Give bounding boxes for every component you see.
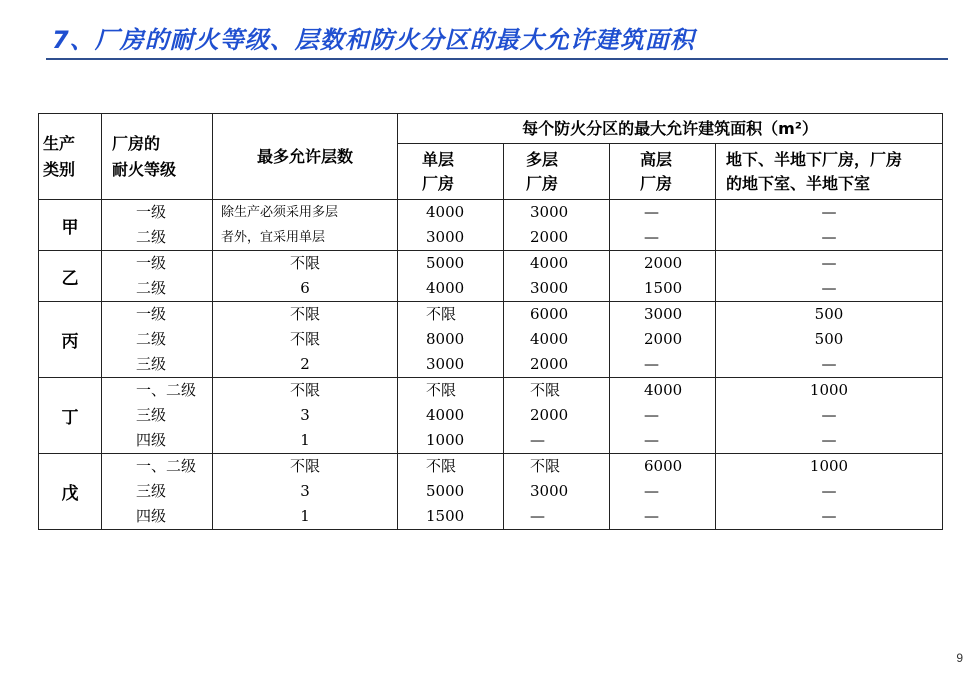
header-single-storey xyxy=(398,144,504,200)
underground-area-value: — xyxy=(821,482,837,500)
max-floors-value: 者外，宜采用单层 xyxy=(221,230,326,245)
high-rise-area-cell xyxy=(610,200,716,251)
underground-area-cell xyxy=(716,251,943,302)
max-floors-value: 3 xyxy=(300,482,310,500)
fire-compartment-table xyxy=(38,113,943,530)
table-body xyxy=(39,200,943,530)
header-under-line1: 地下、半地下厂房，厂房 xyxy=(726,149,903,169)
table-row xyxy=(39,200,943,251)
header-grade-line2: 耐火等级 xyxy=(112,159,177,179)
page-number: 9 xyxy=(956,651,963,665)
grade-value: 三级 xyxy=(136,482,167,500)
grade-value: 三级 xyxy=(136,355,167,373)
slide-title: 7、厂房的耐火等级、层数和防火分区的最大允许建筑面积 xyxy=(52,26,695,54)
category-cell: 丙 xyxy=(39,302,102,378)
high-rise-area-value: 2000 xyxy=(644,330,683,348)
max-floors-value: 不限 xyxy=(289,330,320,348)
grade-value: 二级 xyxy=(136,279,167,297)
high-rise-area-value: — xyxy=(644,355,659,373)
table-row xyxy=(39,378,943,454)
single-storey-area-value: 3000 xyxy=(426,355,465,373)
multi-storey-area-cell xyxy=(504,200,610,251)
single-storey-area-cell xyxy=(398,454,504,530)
max-floors-value: 1 xyxy=(300,507,310,525)
multi-storey-area-value: 4000 xyxy=(530,330,569,348)
max-floors-cell xyxy=(213,454,398,530)
category-cell: 乙 xyxy=(39,251,102,302)
underground-area-value: — xyxy=(821,406,837,424)
grade-value: 四级 xyxy=(136,507,167,525)
header-multi-line1: 多层 xyxy=(526,149,559,169)
single-storey-area-value: 不限 xyxy=(426,305,457,323)
max-floors-value: 1 xyxy=(300,431,310,449)
underground-area-value: 1000 xyxy=(809,457,849,475)
multi-storey-area-value: 3000 xyxy=(530,279,569,297)
high-rise-area-cell xyxy=(610,454,716,530)
multi-storey-area-cell xyxy=(504,302,610,378)
single-storey-area-value: 不限 xyxy=(426,457,457,475)
single-storey-area-value: 4000 xyxy=(426,203,465,221)
multi-storey-area-value: 不限 xyxy=(530,457,561,475)
max-floors-cell xyxy=(213,302,398,378)
single-storey-area-value: 4000 xyxy=(426,406,465,424)
multi-storey-area-value: 2000 xyxy=(530,228,569,246)
high-rise-area-value: — xyxy=(644,431,659,449)
grade-value: 四级 xyxy=(136,431,167,449)
header-multi-line2: 厂房 xyxy=(526,173,559,193)
grade-value: 三级 xyxy=(136,406,167,424)
max-floors-cell xyxy=(213,200,398,251)
high-rise-area-value: 3000 xyxy=(644,305,683,323)
underground-area-cell xyxy=(716,302,943,378)
multi-storey-area-value: 3000 xyxy=(530,203,569,221)
header-single-line1: 单层 xyxy=(422,149,455,169)
table-header xyxy=(39,114,943,200)
max-floors-cell xyxy=(213,378,398,454)
single-storey-area-value: 1500 xyxy=(426,507,465,525)
underground-area-value: — xyxy=(821,507,837,525)
multi-storey-area-cell xyxy=(504,378,610,454)
category-cell: 戊 xyxy=(39,454,102,530)
single-storey-area-cell xyxy=(398,251,504,302)
header-high-rise xyxy=(610,144,716,200)
multi-storey-area-value: — xyxy=(530,507,545,525)
grade-value: 一级 xyxy=(136,305,167,323)
high-rise-area-value: — xyxy=(644,203,659,221)
underground-area-cell xyxy=(716,454,943,530)
grade-value: 一、二级 xyxy=(136,457,197,475)
high-rise-area-value: — xyxy=(644,406,659,424)
header-single-line2: 厂房 xyxy=(422,173,455,193)
single-storey-area-value: 5000 xyxy=(426,482,465,500)
single-storey-area-value: 4000 xyxy=(426,279,465,297)
header-category-line2: 类别 xyxy=(43,159,76,179)
grade-value: 一级 xyxy=(136,254,167,272)
grade-value: 一、二级 xyxy=(136,381,197,399)
high-rise-area-value: — xyxy=(644,228,659,246)
header-underground xyxy=(716,144,943,200)
single-storey-area-value: 5000 xyxy=(426,254,465,272)
header-max-floors: 最多允许层数 xyxy=(213,114,398,200)
multi-storey-area-value: 3000 xyxy=(530,482,569,500)
grade-value: 二级 xyxy=(136,330,167,348)
header-fire-grade xyxy=(102,114,213,200)
high-rise-area-value: — xyxy=(644,507,659,525)
max-floors-value: 2 xyxy=(300,355,310,373)
grade-value: 一级 xyxy=(136,203,167,221)
high-rise-area-value: 2000 xyxy=(644,254,683,272)
high-rise-area-cell xyxy=(610,378,716,454)
max-floors-cell xyxy=(213,251,398,302)
multi-storey-area-value: 2000 xyxy=(530,406,569,424)
header-high-line2: 厂房 xyxy=(640,173,673,193)
grade-cell xyxy=(102,302,213,378)
max-floors-value: 不限 xyxy=(289,305,320,323)
grade-cell xyxy=(102,200,213,251)
single-storey-area-value: 8000 xyxy=(426,330,465,348)
underground-area-value: — xyxy=(821,431,837,449)
max-floors-value: 不限 xyxy=(289,254,320,272)
underground-area-value: — xyxy=(821,254,837,272)
grade-cell xyxy=(102,378,213,454)
max-floors-value: 除生产必须采用多层 xyxy=(221,205,339,220)
underground-area-value: 1000 xyxy=(809,381,849,399)
underground-area-cell xyxy=(716,200,943,251)
high-rise-area-value: — xyxy=(644,482,659,500)
table-row xyxy=(39,454,943,530)
header-multi-storey xyxy=(504,144,610,200)
single-storey-area-value: 不限 xyxy=(426,381,457,399)
grade-value: 二级 xyxy=(136,228,167,246)
high-rise-area-cell xyxy=(610,251,716,302)
underground-area-value: — xyxy=(821,228,837,246)
max-floors-value: 6 xyxy=(300,279,310,297)
multi-storey-area-cell xyxy=(504,454,610,530)
header-area-group: 每个防火分区的最大允许建筑面积（m²） xyxy=(398,114,943,144)
table-row xyxy=(39,302,943,378)
multi-storey-area-value: 6000 xyxy=(530,305,569,323)
header-under-line2: 的地下室、半地下室 xyxy=(726,173,871,193)
max-floors-value: 不限 xyxy=(289,381,320,399)
header-grade-line1: 厂房的 xyxy=(112,133,161,153)
underground-area-cell xyxy=(716,378,943,454)
category-cell: 丁 xyxy=(39,378,102,454)
single-storey-area-value: 3000 xyxy=(426,228,465,246)
header-category-line1: 生产 xyxy=(43,133,76,153)
category-cell: 甲 xyxy=(39,200,102,251)
multi-storey-area-value: — xyxy=(530,431,545,449)
underground-area-value: — xyxy=(821,279,837,297)
high-rise-area-value: 4000 xyxy=(644,381,683,399)
single-storey-area-value: 1000 xyxy=(426,431,465,449)
multi-storey-area-cell xyxy=(504,251,610,302)
single-storey-area-cell xyxy=(398,302,504,378)
underground-area-value: — xyxy=(821,203,837,221)
high-rise-area-value: 6000 xyxy=(644,457,683,475)
high-rise-area-value: 1500 xyxy=(644,279,683,297)
underground-area-value: 500 xyxy=(814,330,844,348)
header-high-line1: 高层 xyxy=(640,149,673,169)
multi-storey-area-value: 4000 xyxy=(530,254,569,272)
single-storey-area-cell xyxy=(398,200,504,251)
table-row xyxy=(39,251,943,302)
max-floors-value: 不限 xyxy=(289,457,320,475)
grade-cell xyxy=(102,454,213,530)
max-floors-value: 3 xyxy=(300,406,310,424)
multi-storey-area-value: 不限 xyxy=(530,381,561,399)
single-storey-area-cell xyxy=(398,378,504,454)
multi-storey-area-value: 2000 xyxy=(530,355,569,373)
underground-area-value: 500 xyxy=(814,305,844,323)
grade-cell xyxy=(102,251,213,302)
header-category xyxy=(39,114,102,200)
title-divider xyxy=(46,58,948,60)
underground-area-value: — xyxy=(821,355,837,373)
high-rise-area-cell xyxy=(610,302,716,378)
